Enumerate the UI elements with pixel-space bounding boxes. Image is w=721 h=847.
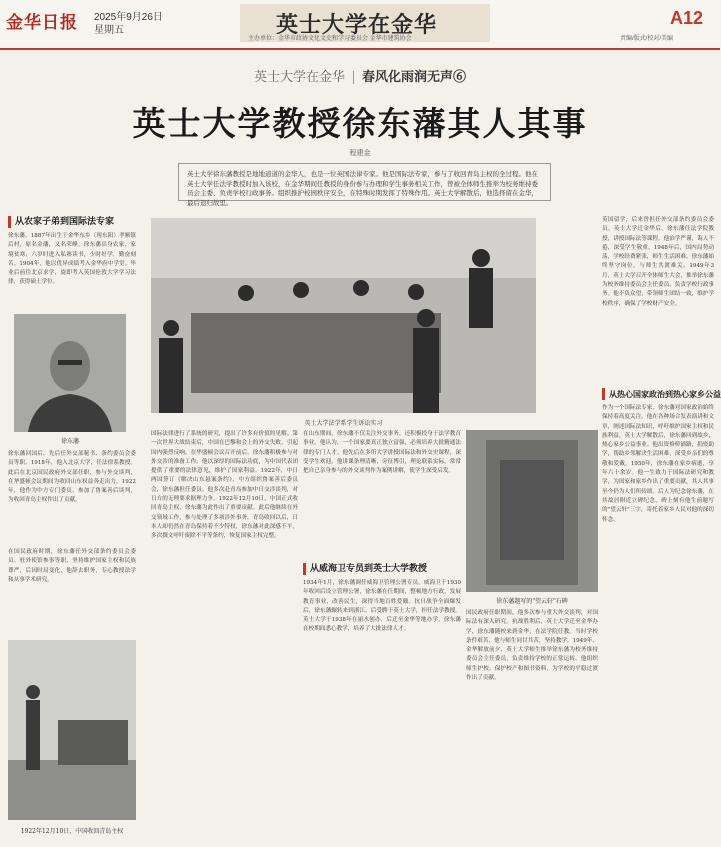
courtroom-image [151, 218, 536, 413]
stone-tablet-caption: 徐东藩题写的"望云轩"石碑 [496, 598, 568, 605]
center-column-c: 1934年1月，徐东藩调任威海卫管理公署专员。威海卫于1930年收回后设立管理公署，徐东藩在任期间，整顿地方行政，发展教育事业，改善民生，深得当地百姓爱戴。抗日战争全面爆发后，徐东藩辗转来到浙江，后受聘于英士大学，担任法学教授。英士大学于1938年在丽水创办，后迁至金华等地办学，徐东藩在校期间悉心教学，培养了大批法律人才。 [303, 580, 461, 633]
courtroom-caption: 英士大学法学系学生诉讼实习 [304, 420, 383, 427]
series-name: 英士大学在金华 [253, 70, 345, 85]
issue-date: 2025年9月26日 [94, 12, 163, 23]
qingdao-caption: 1922年12月10日，中国收回青岛主权 [20, 828, 124, 835]
page-editors: 责编/版式/校对/美编 [620, 36, 674, 42]
article-byline: 程建金 [349, 149, 371, 157]
issue-weekday: 星期五 [94, 25, 124, 36]
left-paragraph-1: 徐东藩，1887年出生于金华东乡（现东阳）孝顺镇后村，原名金藩，又名荣峰。徐东藩出身农家，家境贫寒，六岁时进入私塾读书，少时好学，勤奋刻苦。1904年，他以优异成绩考入金华府中学堂。毕业后前往北京求学，旋即考入英国伦敦大学学习法律，获得硕士学位。 [8, 233, 136, 286]
series-divider [353, 71, 354, 84]
historic-photo-qingdao [8, 640, 136, 820]
article-headline: 英士大学教授徐东藩其人其事 [132, 104, 588, 143]
left-paragraph-2: 徐东藩回国后，先后任外交部秘书、条约委员会委员等职。1918年，他入北京大学，任法律系教授。此后在北京国民政府外交部任职，参与外交谈判，在华盛顿会议期间为收回山东权益奔走出力。1922年，他作为中方专门委员，参加了鲁案善后谈判，为收回青岛主权作出了贡献。 [8, 451, 136, 504]
courtroom-photo [151, 218, 536, 413]
center-column-d: 国民政府任职期间，他多次参与重大外交谈判，对国际法有深入研究。抗战胜利后，英士大学迁至金华办学，徐东藩随校来到金华，在法学院任教。当时学校条件艰苦，他与师生同甘共苦，坚持教学。1949年，金华解放前夕，英士大学师生推举徐东藩为校务维持委员会主任委员，负责维持学校的正常运转。他组织师生护校，保护校产和图书资料，为学校的平稳过渡作出了贡献。 [466, 610, 598, 682]
masthead: 金华日报 [6, 13, 78, 33]
series-line [0, 66, 720, 85]
qingdao-image [8, 640, 136, 820]
portrait-image [14, 314, 126, 432]
right-paragraph-2: 作为一个国际法专家，徐东藩对国家政治始终保持着高度关注。他在各种场合发表演讲和文章，阐述国际法知识，呼吁维护国家主权和民族利益。英士大学解散后，徐东藩回到故乡，热心家乡公益事业。他出资修桥铺路，捐资助学，帮助乡邻解决生活困难，深受乡亲们的尊敬和爱戴。1950年，徐东藩在家乡病逝，享年六十余岁。他一生致力于国际法研究和教学，为国家和家乡作出了重要贡献，其人其事至今仍为人们所传颂。后人为纪念徐东藩，在其故居附近立碑纪念，碑上刻有他生前题写的"望云轩"三字，寄托着家乡人民对他的深切怀念。 [602, 405, 714, 523]
section-title-weihaiwei: 从威海卫专员到英士大学教授 [303, 563, 468, 575]
article-abstract: 英士大学徐东藩教授是地地道道的金华人，也是一位英国法律专家。他是国际法专家，参与了收回青岛主权的全过程。他在英士大学任法学教授时加入该校，在金华期间任教授的身份参与办理和学生事务相关工作，曾被全体师生推举为校务维持委员会主委、负责学校行政事务。组织推护校园秩序安全，在特殊时期发挥了特殊作用。英士大学解散后，他选择留在金华，最后退归故里。 [178, 163, 551, 201]
portrait-caption: 徐东藩 [60, 438, 79, 445]
section-title-farm-to-law: 从农家子弟到国际法专家 [8, 216, 143, 228]
section-title-public-welfare: 从热心国家政治到热心家乡公益 [602, 388, 721, 400]
left-paragraph-3: 在国民政府时期，徐东藩任外交部条约委员会委员、驻外使馆参事等职，坚持维护国家主权和民族尊严，后因时局变化，他辞去职务，专心教授法学和从事学术研究。 [8, 549, 136, 583]
series-part: 春风化雨润无声⑥ [362, 70, 467, 85]
stone-tablet-image [466, 430, 598, 592]
page-section-title: 英士大学在金华 [276, 12, 438, 38]
stone-tablet-photo [466, 430, 598, 592]
center-column-a: 国际法律进行了系统的研究，提出了许多有价值的见解。第一次世界大战结束后，中国在巴黎和会上的外交失败，引起国内强烈反响。在华盛顿会议召开前后，徐东藩积极参与对外交涉的准备工作。他以深厚的国际法功底，为中国代表团提供了重要的法律意见，维护了国家利益。1922年，中日两国签订《解决山东悬案条约》，中方组织鲁案善后委员会，徐东藩担任委员。他多次赴青岛参加中日交涉谈判，对日方的无理要求据理力争。1922年12月10日，中国正式收回青岛主权，徐东藩为此作出了重要贡献。此后他继续在外交领域工作，参与处理了多项涉外事务。青岛收回以后，日本人却仍然在青岛保持着不少特权，徐东藩对此深感不平，多次撰文呼吁废除不平等条约，恢复国家主权完整。 [151, 431, 298, 540]
page-number: A12 [670, 8, 704, 28]
right-paragraph-1: 英国留学，后来曾担任外交部条约委员会委员。英士大学迁金华后，徐东藩任法学院教授，讲授国际法等课程。他治学严谨，诲人不倦，深受学生敬重。1948年后，国内局势动荡，学校经费紧张，师生生活困难。徐东藩始终坚守岗位，与师生共渡难关。1949年3月，英士大学召开全体师生大会，推举徐东藩为校务维持委员会主任委员，负责学校行政事务。他不负众望，带领师生团结一致，维护学校秩序，确保了学校财产安全。 [602, 217, 714, 307]
portrait-photo [14, 314, 126, 432]
center-column-b: 在山东期间，徐东藩不仅关注外交事务，还积极投身于法学教育事业。他认为，一个国家要真正独立富强，必须培养大批精通法律的专门人才。他先后在多所大学讲授国际法和外交史课程，深受学生欢迎。他讲课条理清晰，旁征博引，理论联系实际，常常把自己亲身参与的外交谈判作为案例讲解，使学生深受启发。 [303, 431, 461, 475]
page-organizers: 主办单位：金华市政协文化文史和学习委员会 金华市建筑协会 [248, 36, 412, 42]
